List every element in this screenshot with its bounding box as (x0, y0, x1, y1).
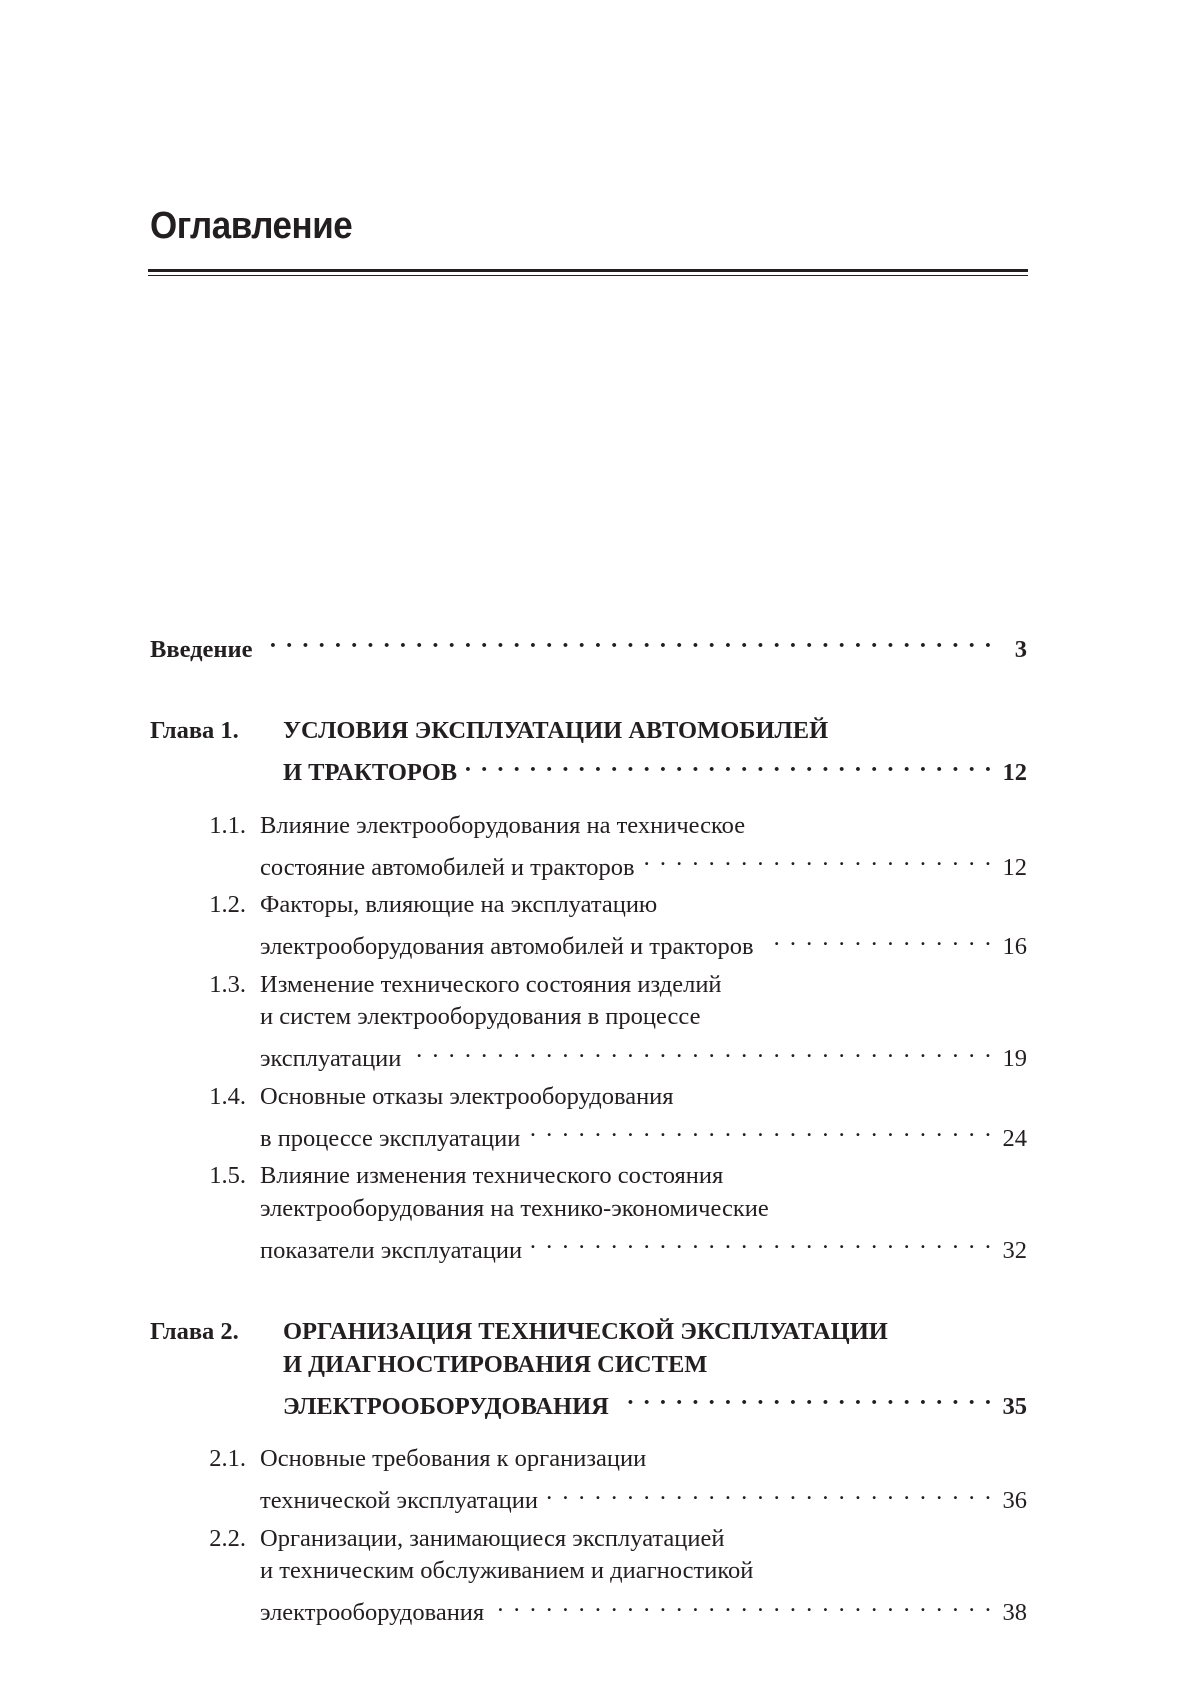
section-number: 1.1. (209, 811, 246, 839)
entry-line (260, 1523, 1027, 1556)
toc-section[interactable] (150, 1081, 1027, 1156)
entry-line (283, 715, 1027, 748)
entry-title-line: эксплуатации (260, 1045, 402, 1072)
page-number: 24 (1002, 1124, 1027, 1152)
entry-title-line: в процессе эксплуатации (260, 1124, 521, 1152)
page-number: 36 (1002, 1487, 1027, 1514)
entry-line (283, 1316, 1027, 1349)
entry-title-line: Влияние электрооборудования на техническое (260, 811, 746, 839)
page-number: 32 (1002, 1236, 1027, 1264)
entry-line (260, 1555, 1027, 1588)
dot-leader (409, 1034, 993, 1067)
entry-body (283, 715, 1027, 790)
chapter-label: Глава 1. (150, 717, 239, 744)
entry-line (260, 842, 1027, 884)
page-title: Оглавление (150, 205, 353, 247)
section-number: 1.3. (209, 970, 246, 998)
title-rule-thick (148, 269, 1028, 272)
entry-body (260, 1523, 1027, 1630)
entry-title-line: и систем электрооборудования в процессе (260, 1003, 701, 1030)
entry-body (260, 1443, 1027, 1518)
entry-title-line: Основные отказы электрооборудования (260, 1082, 674, 1110)
entry-line (260, 969, 1027, 1002)
page-number: 16 (1002, 933, 1027, 960)
page-number: 19 (1002, 1045, 1027, 1072)
entry-body (260, 810, 1027, 885)
section-number: 1.4. (209, 1082, 246, 1110)
dot-leader (528, 1113, 993, 1146)
page-number: 3 (1014, 635, 1027, 663)
entry-title-line: Факторы, влияющие на эксплуатацию (260, 891, 658, 918)
section-number: 2.1. (209, 1445, 246, 1472)
entry-line (260, 1034, 1027, 1076)
page-number: 12 (1002, 853, 1027, 881)
entry-title-line: Основные требования к организации (260, 1445, 647, 1472)
entry-title-line: и техническим обслуживанием и диагностикой (260, 1557, 754, 1584)
toc-chapter[interactable] (150, 1316, 1027, 1423)
toc-section[interactable] (150, 810, 1027, 885)
entry-body (260, 1160, 1027, 1267)
entry-title-line: электрооборудования автомобилей и тракторов (260, 933, 754, 960)
entry-title-line: показатели эксплуатации (260, 1236, 523, 1264)
toc-entry-intro[interactable] (150, 624, 1027, 666)
dot-leader (261, 624, 994, 657)
entry-line (260, 889, 1027, 922)
entry-title-line: электрооборудования (260, 1599, 485, 1626)
entry-line (260, 1588, 1027, 1630)
entry-title-line: технической эксплуатации (260, 1487, 538, 1514)
dot-leader (643, 842, 993, 875)
toc-section[interactable] (150, 1160, 1027, 1267)
entry-title-line: Организации, занимающиеся эксплуатацией (260, 1524, 725, 1552)
dot-leader (530, 1225, 993, 1258)
page-number: 35 (1002, 1392, 1027, 1420)
dot-leader (465, 748, 993, 781)
toc-section[interactable] (150, 1443, 1027, 1518)
toc-section[interactable] (150, 889, 1027, 964)
entry-line (260, 1443, 1027, 1476)
entry-line (260, 1081, 1027, 1114)
dot-leader (546, 1476, 993, 1509)
entry-body (260, 969, 1027, 1076)
entry-title-line: электрооборудования на технико-экономические (260, 1194, 769, 1222)
entry-title-line: Изменение технического состояния изделий (260, 970, 722, 998)
entry-line (260, 1001, 1027, 1034)
chapter-label: Глава 2. (150, 1318, 239, 1345)
title-rule-thin (148, 275, 1028, 276)
table-of-contents (150, 624, 1027, 1630)
page-number: 38 (1002, 1599, 1027, 1626)
entry-title-line: ОРГАНИЗАЦИЯ ТЕХНИЧЕСКОЙ ЭКСПЛУАТАЦИИ (283, 1318, 888, 1345)
entry-title-line: состояние автомобилей и тракторов (260, 853, 635, 881)
entry-line (260, 1476, 1027, 1518)
entry-title-line: И ДИАГНОСТИРОВАНИЯ СИСТЕМ (283, 1350, 708, 1378)
section-number: 1.5. (209, 1162, 246, 1189)
entry-line (260, 922, 1027, 964)
section-number: 2.2. (209, 1524, 246, 1552)
entry-line (260, 810, 1027, 843)
entry-title-line: Влияние изменения технического состояния (260, 1162, 724, 1189)
entry-body (283, 1316, 1027, 1423)
toc-section[interactable] (150, 969, 1027, 1076)
section-number: 1.2. (209, 891, 246, 918)
dot-leader (617, 1381, 993, 1414)
entry-line (283, 1349, 1027, 1382)
entry-line (283, 748, 1027, 790)
entry-line (260, 1193, 1027, 1226)
entry-title-line: ЭЛЕКТРООБОРУДОВАНИЯ (283, 1392, 609, 1420)
entry-line (260, 1160, 1027, 1193)
toc-entry-title: Введение (150, 635, 253, 663)
entry-line (283, 1381, 1027, 1423)
entry-body (260, 1081, 1027, 1156)
entry-body (260, 889, 1027, 964)
entry-title-line: И ТРАКТОРОВ (283, 759, 458, 786)
entry-line (260, 1225, 1027, 1267)
entry-line (260, 1113, 1027, 1155)
dot-leader (492, 1588, 993, 1621)
toc-section[interactable] (150, 1523, 1027, 1630)
dot-leader (762, 922, 993, 955)
entry-title-line: УСЛОВИЯ ЭКСПЛУАТАЦИИ АВТОМОБИЛЕЙ (283, 717, 829, 744)
page-number: 12 (1002, 759, 1027, 786)
toc-chapter[interactable] (150, 715, 1027, 790)
